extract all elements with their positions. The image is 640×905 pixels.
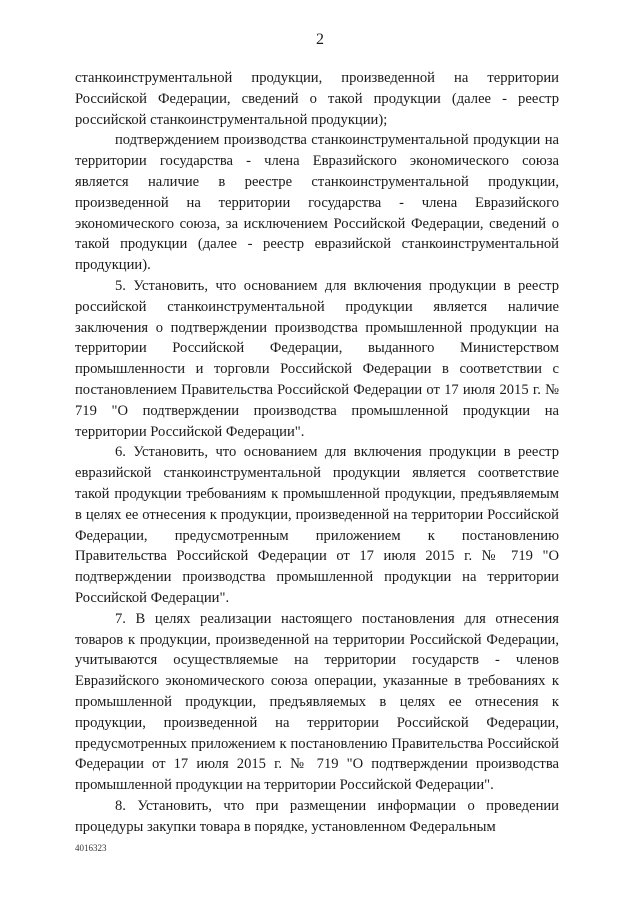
paragraph-eaeu-confirmation: подтверждением производства станкоинструментальной продукции на территории государства - члена Евразийского экономического союза является наличие в реестре станкоинструментальной продукции, произведенной на территории государства - члена Евразийского экономического союза, за исключением Российской Федерации, сведений о такой продукции (далее - реестр евразийской станкоинструментальной продукции).: [75, 132, 559, 274]
document-code: 4016323: [75, 843, 107, 853]
paragraph-item-6: 6. Установить, что основанием для включения продукции в реестр евразийской станкоинструментальной продукции является соответствие такой продукции требованиям к промышленной продукции, предъявляемым в целях ее отнесения к продукции, произведенной на территории Российской Федерации, предусмотренным приложением к постановлению Правительства Российской Федерации от 17 июля 2015 г. № 719 "О подтверждении производства промышленной продукции на территории Российской Федерации".: [75, 444, 559, 606]
paragraph-item-8: 8. Установить, что при размещении информации о проведении процедуры закупки товара в порядке, установленном Федеральным: [75, 797, 559, 835]
page-number: 2: [316, 31, 324, 48]
document-body: [75, 68, 559, 837]
paragraph-item-7: 7. В целях реализации настоящего постановления для отнесения товаров к продукции, произведенной на территории Российской Федерации, учитываются осуществляемые на территории государств - членов Евразийского экономического союза операции, указанные в требованиях к промышленной продукции, предъявляемых в целях ее отнесения к продукции, произведенной на территории Российской Федерации, предусмотренных приложением к постановлению Правительства Российской Федерации от 17 июля 2015 г. № 719 "О подтверждении производства промышленной продукции на территории Российской Федерации".: [75, 610, 559, 794]
paragraph-continuation: станкоинструментальной продукции, произведенной на территории Российской Федерации, сведений о такой продукции (далее - реестр российской станкоинструментальной продукции);: [75, 70, 559, 128]
paragraph-item-5: 5. Установить, что основанием для включения продукции в реестр российской станкоинструментальной продукции является наличие заключения о подтверждении производства промышленной продукции на территории Российской Федерации, выданного Министерством промышленности и торговли Российской Федерации в соответствии с постановлением Правительства Российской Федерации от 17 июля 2015 г. № 719 "О подтверждении производства промышленной продукции на территории Российской Федерации".: [75, 277, 559, 440]
